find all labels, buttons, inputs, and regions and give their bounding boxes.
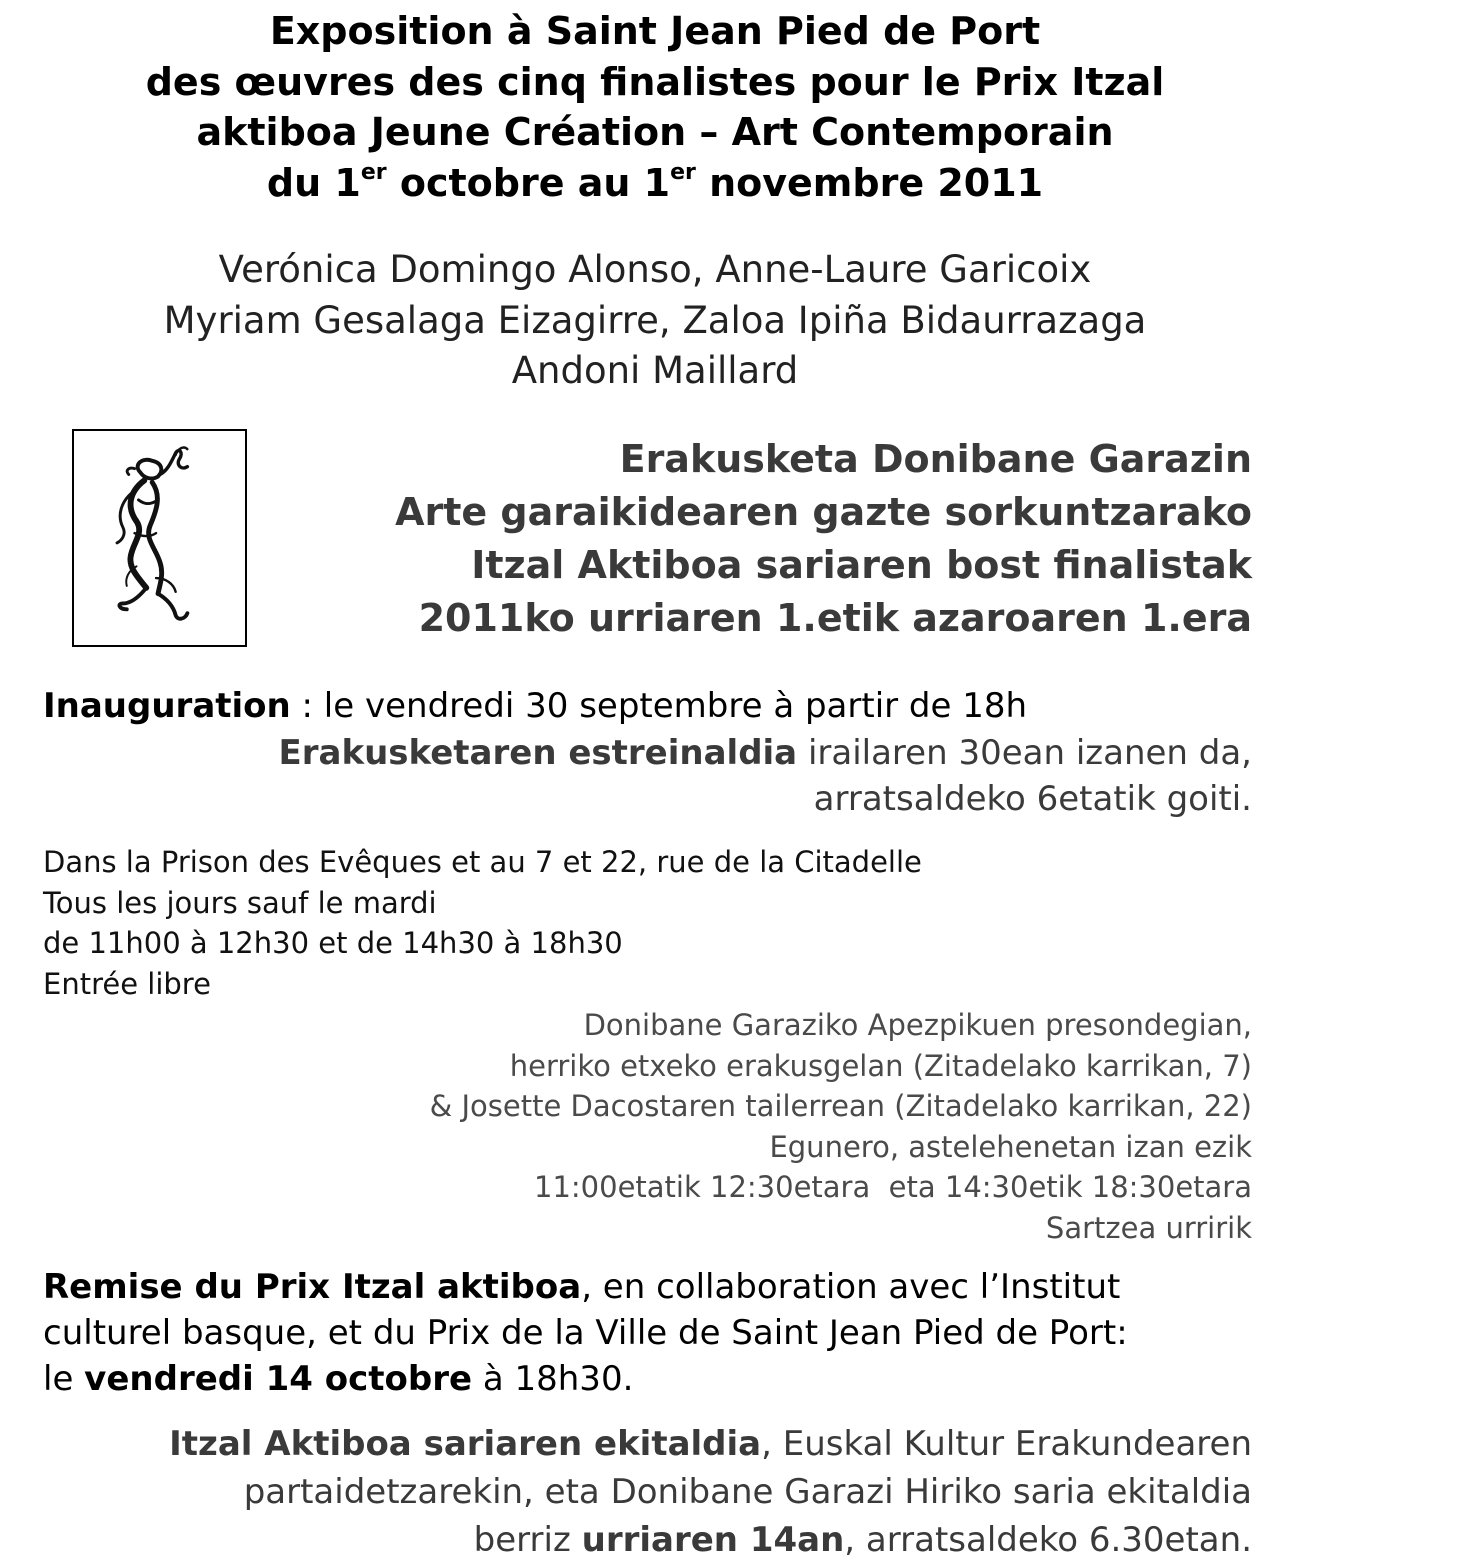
prize-eu-date: urriaren 14an xyxy=(581,1520,845,1560)
inauguration-eu-label: Erakusketaren estreinaldia xyxy=(278,733,798,773)
dancing-figure-sketch-icon xyxy=(74,431,245,645)
logo xyxy=(72,429,247,647)
prize-eu-line-2: partaidetzarekin, eta Donibane Garazi Hiriko saria ekitaldia xyxy=(243,1472,1252,1512)
prize-eu-line-3a: berriz xyxy=(473,1520,582,1560)
title-date-start: du 1 xyxy=(266,160,361,205)
practical-info-eu xyxy=(430,1005,1252,1248)
info-line: de 11h00 à 12h30 et de 14h30 à 18h30 xyxy=(43,926,623,960)
prize-fr-line-2: culturel basque, et du Prix de la Ville de Saint Jean Pied de Port: xyxy=(43,1313,1128,1353)
basque-title-line: Itzal Aktiboa sariaren bost finalistak xyxy=(471,543,1252,587)
inauguration-label: Inauguration xyxy=(43,686,291,726)
artists-list xyxy=(0,245,1310,397)
ordinal-suffix: er xyxy=(670,159,696,185)
prize-ceremony-eu xyxy=(169,1420,1252,1564)
artists-line: Myriam Gesalaga Eizagirre, Zaloa Ipiña Bidaurrazaga xyxy=(163,298,1147,342)
info-line: Dans la Prison des Evêques et au 7 et 22, rue de la Citadelle xyxy=(43,845,922,879)
basque-title-line: Arte garaikidearen gazte sorkuntzarako xyxy=(395,490,1252,534)
info-line: Entrée libre xyxy=(43,966,211,1001)
prize-ceremony-fr xyxy=(43,1264,1128,1402)
info-eu-line: Donibane Garaziko Apezpikuen presondegian, xyxy=(583,1008,1252,1042)
artists-line: Andoni Maillard xyxy=(511,349,799,392)
title-line-4 xyxy=(0,158,1310,209)
info-eu-line: & Josette Dacostaren tailerrean (Zitadelako karrikan, 22) xyxy=(429,1089,1252,1123)
inauguration-fr xyxy=(43,683,1027,729)
inauguration-eu-text: irailaren 30ean izanen da, xyxy=(797,733,1252,773)
basque-title-line: 2011ko urriaren 1.etik azaroaren 1.era xyxy=(418,596,1252,640)
artists-line: Verónica Domingo Alonso, Anne-Laure Garicoix xyxy=(218,248,1092,291)
title-date-end: novembre 2011 xyxy=(695,160,1044,205)
prize-eu-text: , Euskal Kultur Erakundearen xyxy=(761,1424,1252,1464)
prize-eu-label: Itzal Aktiboa sariaren ekitaldia xyxy=(169,1424,762,1464)
info-eu-line: 11:00etatik 12:30etara eta 14:30etik 18:30etara xyxy=(534,1170,1252,1204)
prize-fr-text: , en collaboration avec l’Institut xyxy=(581,1267,1121,1307)
title-line-1: Exposition à Saint Jean Pied de Port xyxy=(269,9,1041,53)
inauguration-eu-text-2: arratsaldeko 6etatik goiti. xyxy=(813,779,1252,819)
prize-fr-date: vendredi 14 octobre xyxy=(84,1359,473,1399)
info-eu-line: Sartzea urririk xyxy=(1045,1210,1252,1245)
inauguration-text: : le vendredi 30 septembre à partir de 18h xyxy=(290,686,1028,726)
basque-title xyxy=(395,433,1252,645)
title-line-2: des œuvres des cinq finalistes pour le Prix Itzal xyxy=(145,59,1165,104)
prize-fr-time: à 18h30. xyxy=(472,1359,634,1399)
inauguration-eu xyxy=(279,730,1252,822)
basque-title-line: Erakusketa Donibane Garazin xyxy=(619,437,1252,481)
title-date-mid: octobre au 1 xyxy=(386,160,671,205)
info-eu-line: Egunero, astelehenetan izan ezik xyxy=(769,1129,1252,1164)
info-line: Tous les jours sauf le mardi xyxy=(43,885,437,920)
page-title xyxy=(0,6,1310,208)
practical-info-fr xyxy=(43,842,922,1004)
prize-fr-line-3a: le xyxy=(43,1359,85,1399)
ordinal-suffix: er xyxy=(360,159,387,185)
info-eu-line: herriko etxeko erakusgelan (Zitadelako karrikan, 7) xyxy=(509,1048,1252,1083)
prize-fr-label: Remise du Prix Itzal aktiboa xyxy=(43,1267,582,1307)
title-line-3: aktiboa Jeune Création – Art Contemporain xyxy=(196,110,1114,154)
prize-eu-time: , arratsaldeko 6.30etan. xyxy=(844,1520,1252,1560)
